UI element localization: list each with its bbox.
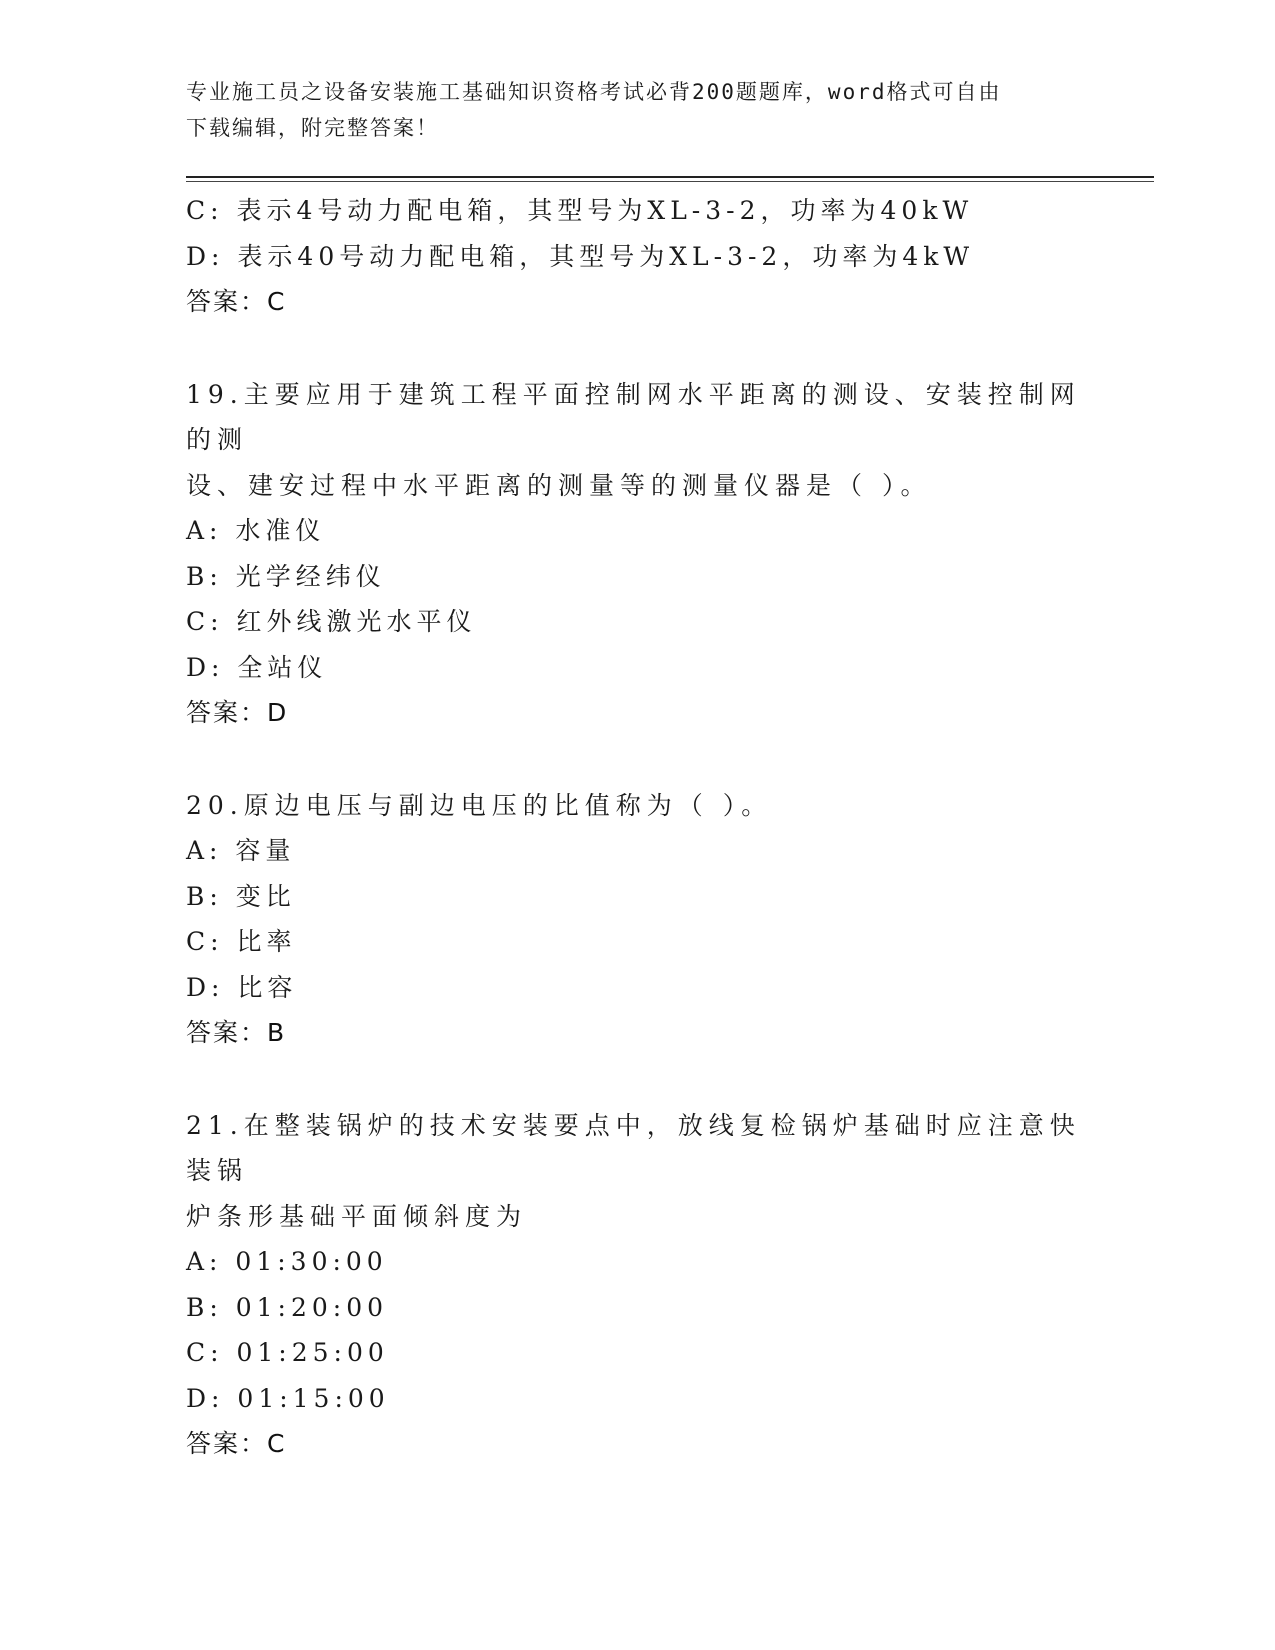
question-stem-line-1: 21.在整装锅炉的技术安装要点中，放线复检锅炉基础时应注意快装锅 <box>186 1110 1081 1185</box>
header-divider-thick <box>186 176 1154 178</box>
header-line-1: 专业施工员之设备安装施工基础知识资格考试必背200题题库，word格式可自由 <box>186 80 1002 104</box>
answer: 答案：D <box>186 698 289 727</box>
option-b: B: 变比 <box>186 881 296 911</box>
answer: 答案：C <box>186 1429 287 1458</box>
question-stem-line-2: 炉条形基础平面倾斜度为 <box>186 1201 528 1231</box>
document-header <box>186 74 1066 146</box>
option-d: D: 表示40号动力配电箱，其型号为XL-3-2，功率为4kW <box>186 241 975 271</box>
question-18-continued <box>186 188 1086 325</box>
question-21 <box>186 1103 1086 1467</box>
option-b: B: 01:20:00 <box>186 1292 389 1322</box>
option-c: C: 01:25:00 <box>186 1338 389 1367</box>
option-d: D: 全站仪 <box>186 652 328 682</box>
option-a: A: 容量 <box>186 836 296 865</box>
answer: 答案：B <box>186 1018 287 1047</box>
option-c: C: 表示4号动力配电箱，其型号为XL-3-2，功率为40kW <box>186 196 974 225</box>
question-stem-line-1: 20.原边电压与副边电压的比值称为（ ）。 <box>186 790 773 820</box>
question-stem-line-2: 设、建安过程中水平距离的测量等的测量仪器是（ ）。 <box>186 470 932 500</box>
question-20 <box>186 783 1086 1056</box>
option-d: D: 01:15:00 <box>186 1383 390 1413</box>
option-a: A: 01:30:00 <box>186 1247 388 1276</box>
header-divider-thin <box>186 181 1154 182</box>
answer: 答案：C <box>186 287 287 316</box>
option-c: C: 比率 <box>186 927 297 956</box>
header-line-2: 下载编辑，附完整答案！ <box>186 116 439 140</box>
option-b: B: 光学经纬仪 <box>186 561 386 591</box>
option-d: D: 比容 <box>186 972 298 1002</box>
question-stem-line-1: 19.主要应用于建筑工程平面控制网水平距离的测设、安装控制网的测 <box>186 379 1081 454</box>
option-c: C: 红外线激光水平仪 <box>186 607 477 636</box>
question-19 <box>186 372 1086 736</box>
document-body <box>186 188 1086 1467</box>
option-a: A: 水准仪 <box>186 516 326 545</box>
